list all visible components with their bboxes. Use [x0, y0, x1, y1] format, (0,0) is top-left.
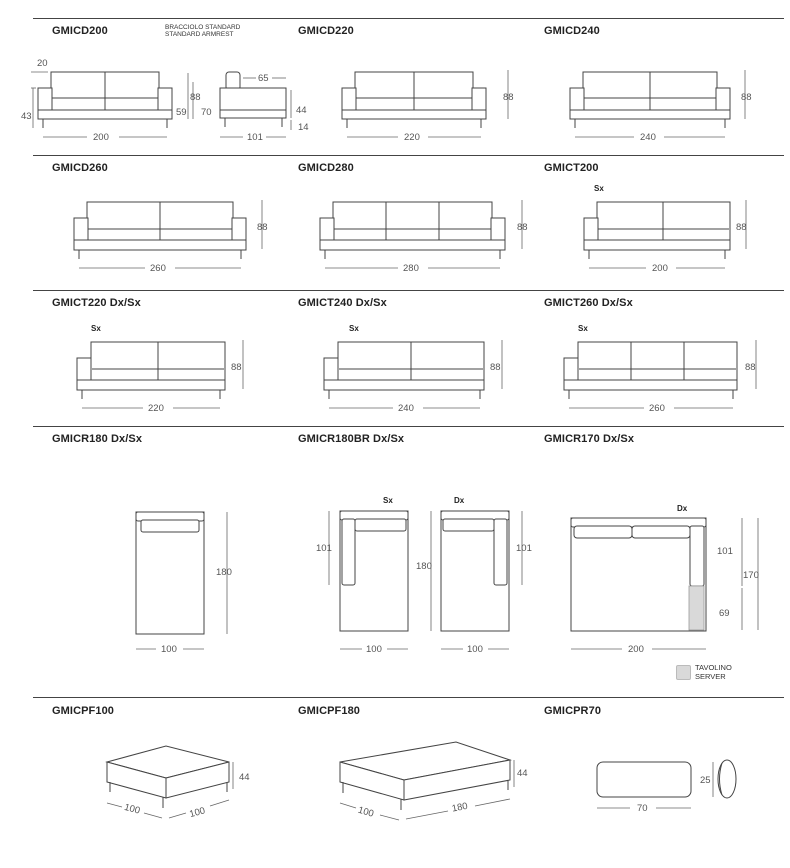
dim-260: 260: [649, 403, 665, 414]
model-code-gmicd220: GMICD220: [298, 25, 354, 37]
side-label-sx: Sx: [349, 324, 359, 333]
dim-101: 101: [247, 132, 263, 143]
dim-25: 25: [700, 775, 711, 786]
dim-101: 101: [516, 543, 532, 554]
model-code-gmicr180: GMICR180 Dx/Sx: [52, 433, 143, 445]
dim-260: 260: [150, 263, 166, 274]
side-label-sx: Sx: [91, 324, 101, 333]
dim-220: 220: [404, 132, 420, 143]
dim-70: 70: [201, 107, 212, 118]
side-label-sx: Sx: [594, 184, 604, 193]
pouf-gmicpr70: [597, 760, 736, 808]
sofa-side-gmicd200: [220, 72, 291, 130]
sofa-front-gmict220: [77, 340, 243, 399]
model-code-gmicpr70: GMICPR70: [544, 705, 602, 717]
dim-200: 200: [628, 644, 644, 655]
model-code-gmicpf100: GMICPF100: [52, 705, 115, 717]
armrest-note-it: BRACCIOLO STANDARD: [165, 24, 241, 31]
dim-180: 180: [451, 800, 469, 815]
dim-88: 88: [517, 222, 528, 233]
legend-server: SERVER: [695, 672, 726, 681]
sofa-front-gmict260: [564, 340, 756, 399]
sofa-front-gmicd240: [570, 70, 745, 128]
dim-69: 69: [719, 608, 730, 619]
dim-88: 88: [741, 92, 752, 103]
dim-100: 100: [123, 801, 142, 817]
sofa-front-gmicd280: [320, 200, 522, 259]
sofa-front-gmicd220: [342, 70, 508, 128]
dim-20: 20: [37, 58, 48, 69]
dim-44: 44: [239, 772, 250, 783]
side-label-dx: Dx: [454, 496, 465, 505]
model-code-gmicr180br: GMICR180BR Dx/Sx: [298, 433, 405, 445]
dim-170: 170: [743, 570, 759, 581]
dim-280: 280: [403, 263, 419, 274]
dim-101: 101: [717, 546, 733, 557]
model-code-gmicd240: GMICD240: [544, 25, 600, 37]
side-label-sx: Sx: [578, 324, 588, 333]
dim-44: 44: [296, 105, 307, 116]
dim-88: 88: [231, 362, 242, 373]
chaise-plan-gmicr180br-dx: [441, 511, 522, 631]
armrest-note-en: STANDARD ARMREST: [165, 31, 234, 38]
dim-100: 100: [161, 644, 177, 655]
side-label-dx: Dx: [677, 504, 688, 513]
model-code-gmicr170: GMICR170 Dx/Sx: [544, 433, 635, 445]
legend-tavolino: TAVOLINO: [695, 663, 732, 672]
model-code-gmicd200: GMICD200: [52, 25, 108, 37]
dim-14: 14: [298, 122, 309, 133]
dim-220: 220: [148, 403, 164, 414]
side-label-sx: Sx: [383, 496, 393, 505]
dim-88: 88: [736, 222, 747, 233]
sofa-front-gmict200: [584, 200, 746, 259]
dim-43: 43: [21, 111, 32, 122]
dim-88: 88: [745, 362, 756, 373]
dim-180: 180: [416, 561, 432, 572]
model-code-gmict200: GMICT200: [544, 162, 599, 174]
sofa-front-gmict240: [324, 340, 502, 399]
dim-101: 101: [316, 543, 332, 554]
dim-44: 44: [517, 768, 528, 779]
model-code-gmict240: GMICT240 Dx/Sx: [298, 297, 387, 309]
dim-100: 100: [188, 805, 207, 821]
dim-200: 200: [93, 132, 109, 143]
model-code-gmict260: GMICT260 Dx/Sx: [544, 297, 633, 309]
dim-70: 70: [637, 803, 648, 814]
model-code-gmicpf180: GMICPF180: [298, 705, 361, 717]
corner-plan-gmicr170: [571, 518, 758, 631]
dim-65: 65: [258, 73, 269, 84]
sofa-front-gmicd260: [74, 200, 262, 259]
dim-88: 88: [190, 92, 201, 103]
dim-88: 88: [490, 362, 501, 373]
dim-240: 240: [640, 132, 656, 143]
dim-88: 88: [503, 92, 514, 103]
chaise-plan-gmicr180: [136, 512, 227, 634]
dim-59: 59: [176, 107, 187, 118]
dim-100: 100: [366, 644, 382, 655]
model-code-gmict220: GMICT220 Dx/Sx: [52, 297, 141, 309]
dim-240: 240: [398, 403, 414, 414]
dim-180: 180: [216, 567, 232, 578]
dim-88: 88: [257, 222, 268, 233]
model-code-gmicd280: GMICD280: [298, 162, 354, 174]
sofa-front-gmicd200: [31, 72, 172, 128]
model-code-gmicd260: GMICD260: [52, 162, 108, 174]
dim-100: 100: [356, 804, 375, 820]
dim-200: 200: [652, 263, 668, 274]
dim-100: 100: [467, 644, 483, 655]
